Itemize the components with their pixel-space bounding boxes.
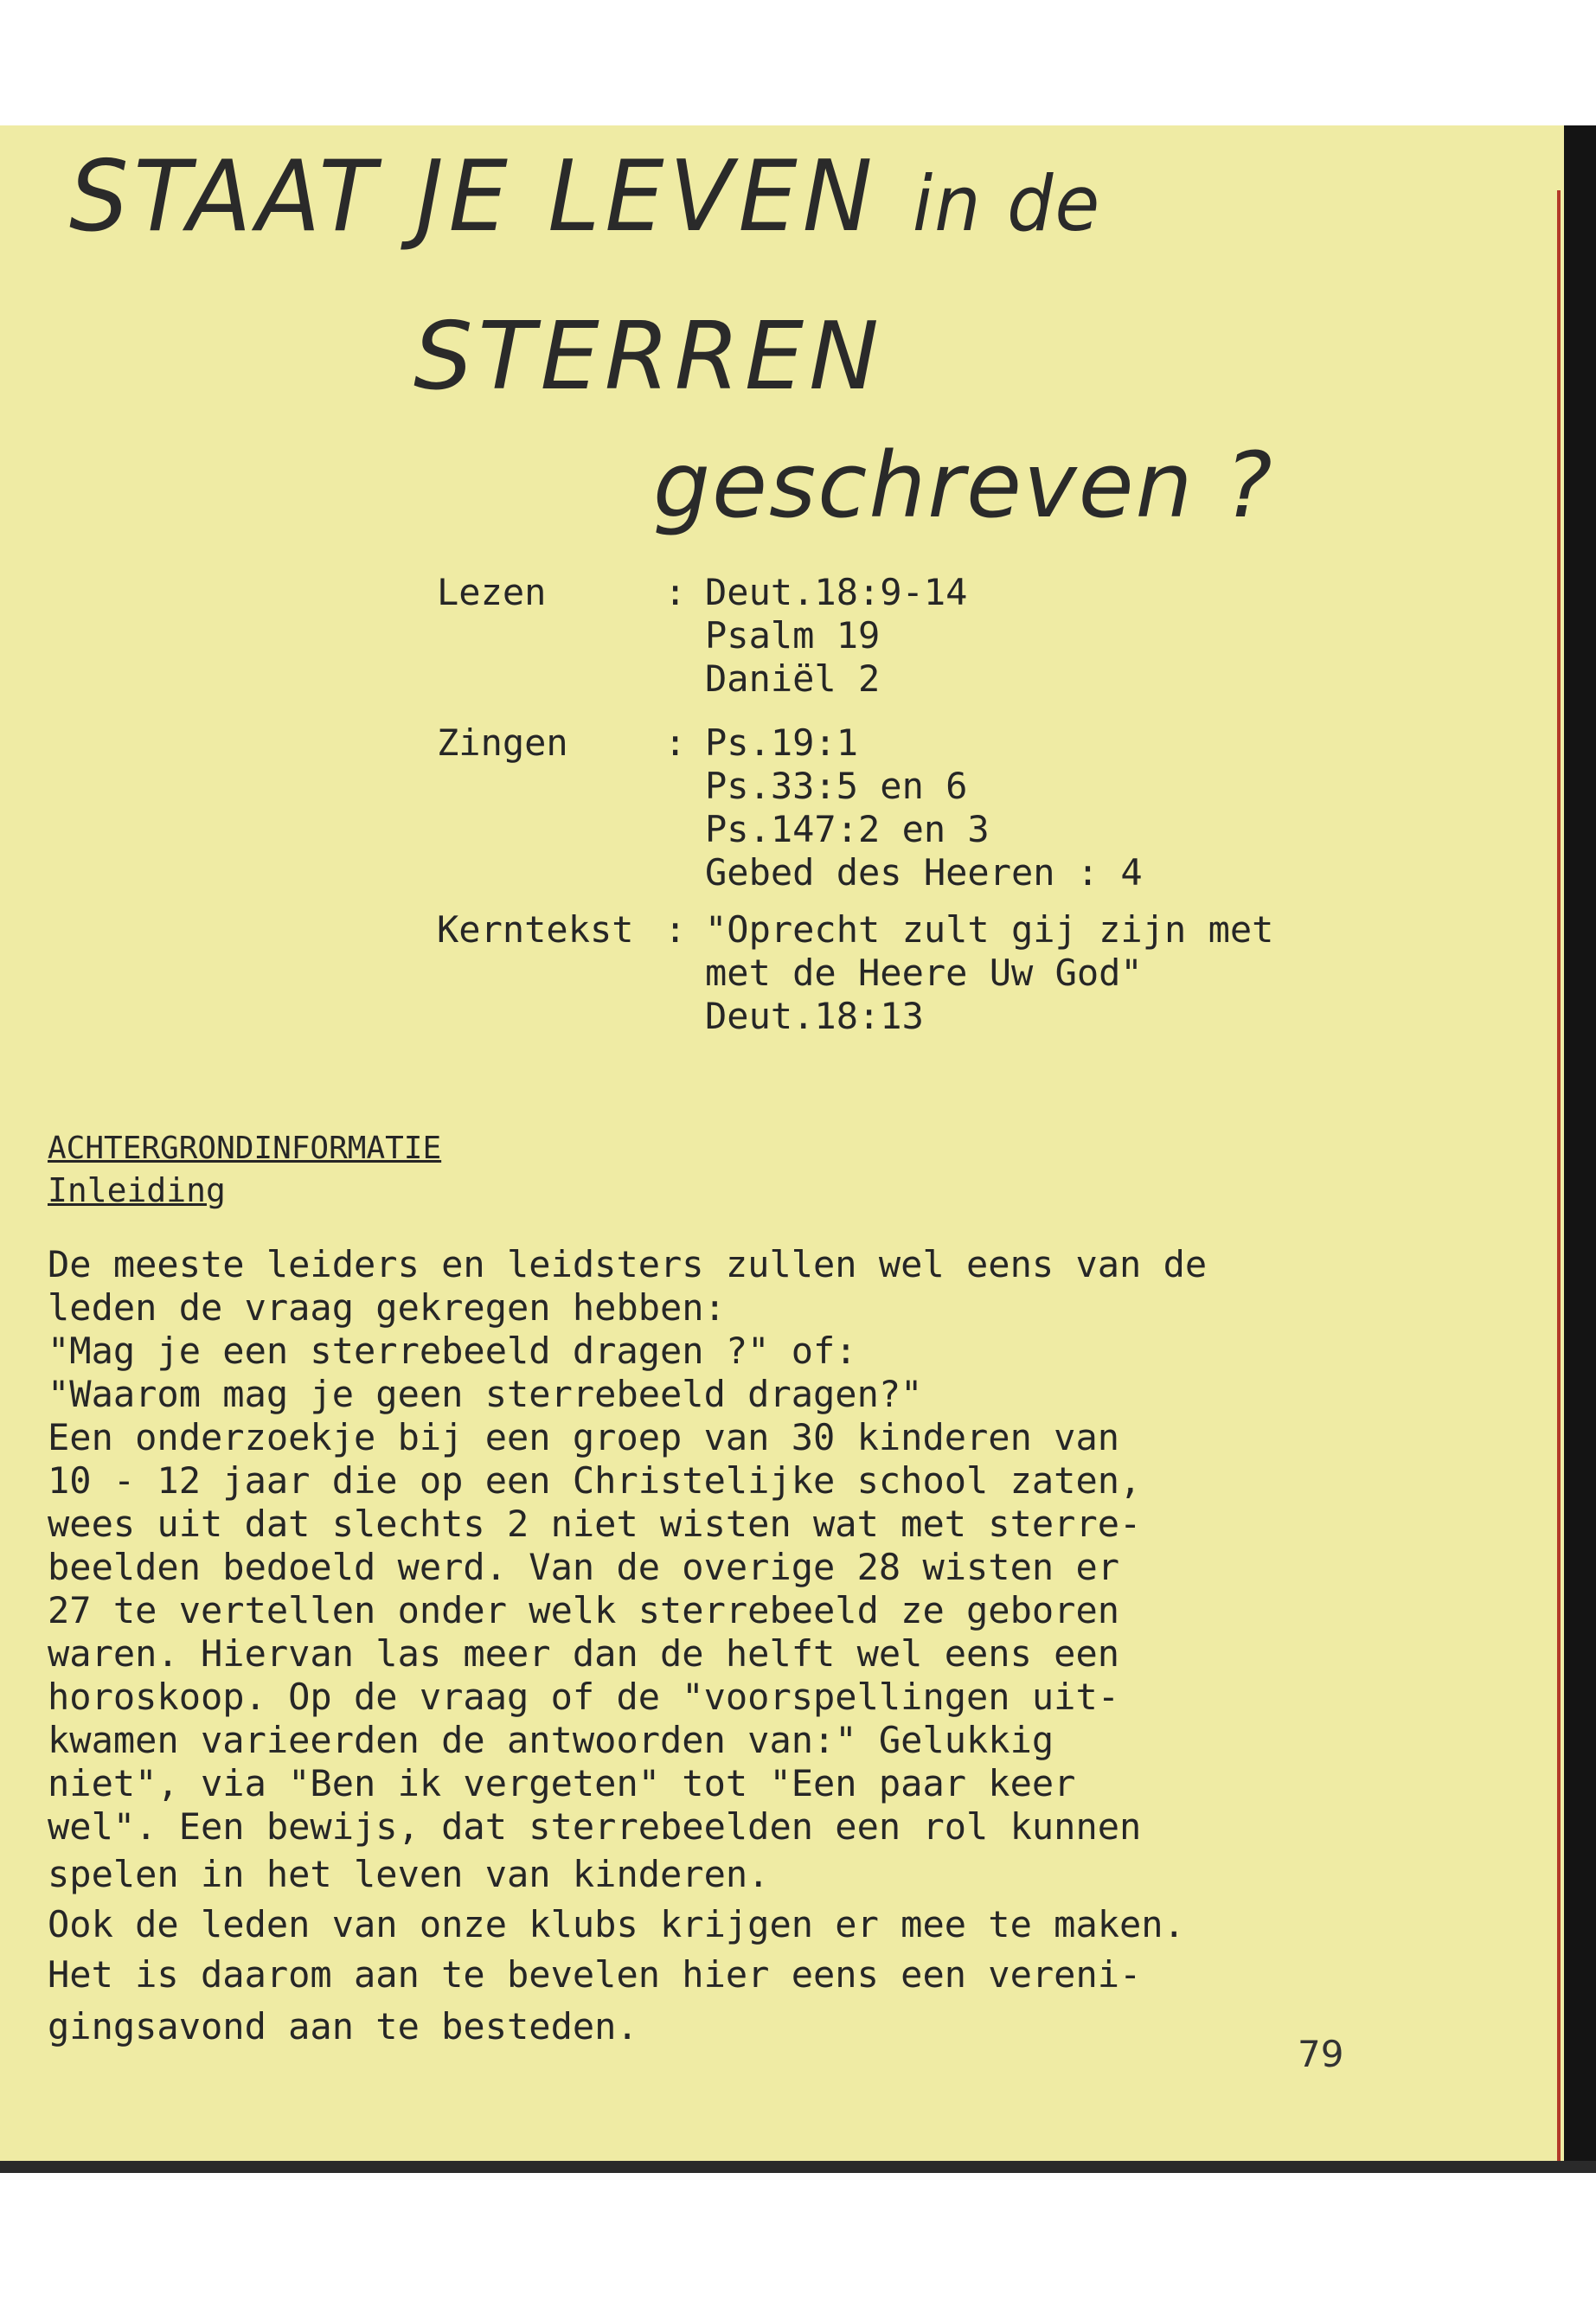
lezen-label: Lezen [437,571,547,613]
body-line: Een onderzoekje bij een groep van 30 kinderen van [48,1416,1120,1458]
zingen-value: Gebed des Heeren : 4 [705,851,1143,894]
lezen-colon: : [664,571,687,613]
zingen-value: Ps.19:1 [705,721,859,764]
body-line: Het is daarom aan te bevelen hier eens een vereni- [48,1953,1142,1996]
body-line: De meeste leiders en leidsters zullen wel eens van de [48,1243,1208,1285]
lezen-value: Psalm 19 [705,614,881,657]
body-line: waren. Hiervan las meer dan de helft wel eens een [48,1632,1120,1675]
zingen-value: Ps.147:2 en 3 [705,808,990,850]
kerntekst-value: "Oprecht zult gij zijn met [705,908,1274,951]
body-line: "Waarom mag je geen sterrebeeld dragen?" [48,1373,923,1415]
body-line: leden de vraag gekregen hebben: [48,1286,726,1329]
body-line: spelen in het leven van kinderen. [48,1853,770,1895]
binding-edge [1557,190,1561,2163]
scan-edge-bottom [0,2161,1596,2173]
section-header: ACHTERGRONDINFORMATIE [48,1131,442,1166]
title-main: STAAT JE LEVEN [69,139,878,254]
body-line: wees uit dat slechts 2 niet wisten wat met sterre- [48,1503,1142,1545]
body-line: gingsavond aan te besteden. [48,2005,638,2048]
body-line: "Mag je een sterrebeeld dragen ?" of: [48,1330,857,1372]
kerntekst-value: Deut.18:13 [705,995,924,1037]
title-line-2: STERREN [413,303,884,411]
body-line: Ook de leden van onze klubs krijgen er mee te maken. [48,1903,1185,1945]
body-line: 27 te vertellen onder welk sterrebeeld ze geboren [48,1589,1120,1631]
scan-edge-right [1564,125,1596,2171]
lezen-value: Deut.18:9-14 [705,571,968,613]
title-line-1 [69,140,1101,253]
title-small: in de [912,158,1102,248]
body-line: niet", via "Ben ik vergeten" tot "Een paar keer [48,1762,1076,1804]
body-line: 10 - 12 jaar die op een Christelijke school zaten, [48,1459,1142,1502]
zingen-colon: : [664,721,687,764]
body-line: horoskoop. Op de vraag of de "voorspellingen uit- [48,1676,1120,1718]
section-subheader: Inleiding [48,1171,226,1209]
body-line: kwamen varieerden de antwoorden van:" Gelukkig [48,1719,1054,1761]
zingen-label: Zingen [437,721,568,764]
title-line-3: geschreven ? [653,433,1274,538]
body-line: wel". Een bewijs, dat sterrebeelden een rol kunnen [48,1805,1142,1848]
kerntekst-colon: : [664,908,687,951]
kerntekst-label: Kerntekst [437,908,634,951]
lezen-value: Daniël 2 [705,657,881,700]
zingen-value: Ps.33:5 en 6 [705,765,968,807]
page-number: 79 [1298,2033,1344,2075]
body-line: beelden bedoeld werd. Van de overige 28 wisten er [48,1546,1120,1588]
kerntekst-value: met de Heere Uw God" [705,952,1143,994]
